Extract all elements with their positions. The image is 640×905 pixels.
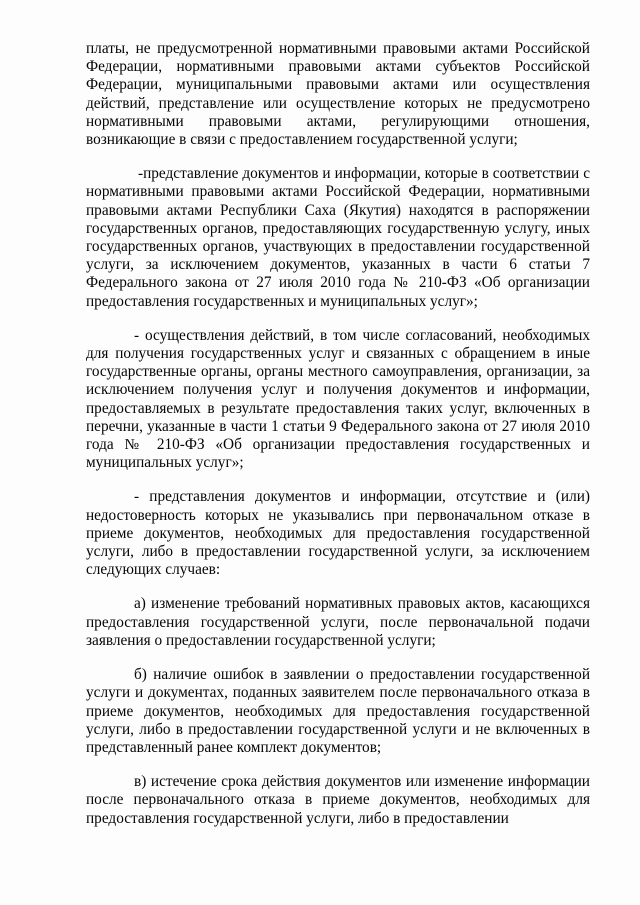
paragraph-case-b: б) наличие ошибок в заявлении о предоставлении государственной услуги и документах, поданных заявителем после первоначального отказа в приеме документов, необходимых для предоставления государственной услуги, либо в предоставлении государственной услуги и не включенных в представленный ранее комплект документов; bbox=[86, 666, 590, 756]
document-body bbox=[86, 40, 590, 828]
paragraph-case-a: а) изменение требований нормативных правовых актов, касающихся предоставления государственной услуги, после первоначальной подачи заявления о предоставлении государственной услуги; bbox=[86, 595, 590, 649]
paragraph-missing-documents: - представления документов и информации, отсутствие и (или) недостоверность которых не указывались при первоначальном отказе в приеме документов, необходимых для предоставления государственной услуги, либо в предоставлении государственной услуги, за исключением следующих случаев: bbox=[86, 488, 590, 579]
paragraph-actions-approvals: - осуществления действий, в том числе согласований, необходимых для получения государственных услуг и связанных с обращением в иные государственные органы, органы местного самоуправления, организации, за исключением получения услуг и получения документов и информации, предоставляемых в результате предоставления таких услуг, включенных в перечни, указанные в части 1 статьи 9 Федерального закона от 27 июля 2010 года № 210-ФЗ «Об организации предоставления государственных и муниципальных услуг»; bbox=[86, 326, 590, 472]
paragraph-fees: платы, не предусмотренной нормативными правовыми актами Российской Федерации, нормативными правовыми актами субъектов Российской Федерации, муниципальными правовыми актами или осуществления действий, представление или осуществление которых не предусмотрено нормативными правовыми актами, регулирующими отношения, возникающие в связи с предоставлением государственной услуги; bbox=[86, 40, 590, 149]
paragraph-documents-information: -представление документов и информации, которые в соответствии с нормативными правовыми актами Российской Федерации, нормативными правовыми актами Республики Саха (Якутия) находятся в распоряжении государственных органов, предоставляющих государственную услугу, иных государственных органов, участвующих в предоставлении государственной услуги, за исключением документов, указанных в части 6 статьи 7 Федерального закона от 27 июля 2010 года № 210-ФЗ «Об организации предоставления государственных и муниципальных услуг»; bbox=[86, 165, 590, 310]
paragraph-case-v: в) истечение срока действия документов или изменение информации после первоначального отказа в приеме документов, необходимых для предоставления государственной услуги, либо в предоставлении bbox=[86, 773, 590, 827]
